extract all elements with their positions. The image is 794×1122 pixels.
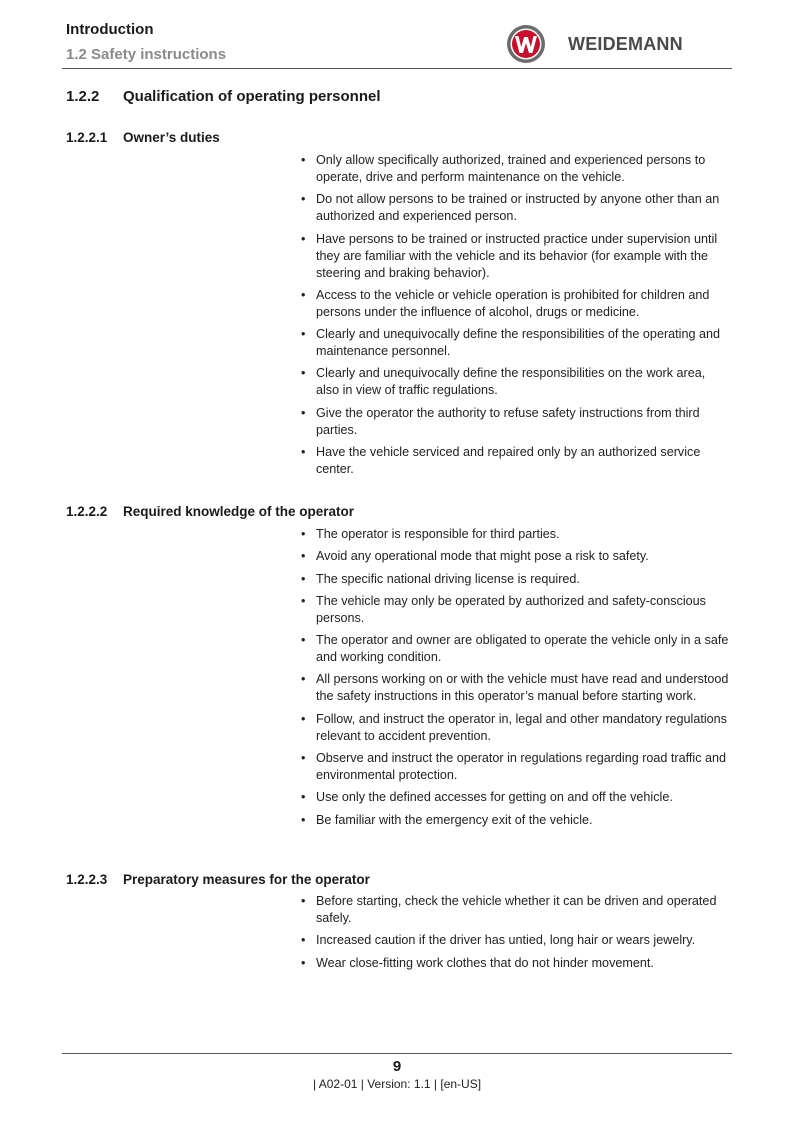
bullet-list — [301, 893, 731, 977]
bullet-list — [301, 526, 731, 834]
bullet-list — [301, 152, 731, 483]
page-number: 9 — [392, 1058, 402, 1075]
list-item: • Be familiar with the emergency exit of the vehicle. — [301, 812, 593, 827]
header-divider — [62, 68, 732, 69]
list-item: • Give the operator the authority to refuse safety instructions from third parties. — [301, 405, 700, 437]
subsection-number: 1.2.2.3 — [66, 872, 108, 887]
section-heading — [66, 88, 381, 105]
list-item: • Have persons to be trained or instructed practice under supervision until they are familiar with the vehicle and its behavior (for example with the steering and braking behavior). — [301, 231, 718, 280]
section-subtitle: 1.2 Safety instructions — [66, 46, 227, 63]
list-item: • Have the vehicle serviced and repaired only by an authorized service center. — [301, 445, 701, 477]
section-title: Qualification of operating personnel — [123, 88, 381, 105]
subsection-number: 1.2.2.1 — [66, 130, 108, 145]
list-item: • Do not allow persons to be trained or instructed by anyone other than an authorized and experienced person. — [301, 192, 720, 224]
subsection-heading — [66, 130, 220, 145]
brand-name: WEIDEMANN — [568, 33, 683, 54]
list-item: • Observe and instruct the operator in regulations regarding road traffic and environmental protection. — [301, 751, 727, 783]
document-reference: | A02-01 | Version: 1.1 | [en-US] — [312, 1077, 482, 1091]
list-item: • Wear close-fitting work clothes that do not hinder movement. — [301, 955, 654, 970]
list-item: • Avoid any operational mode that might pose a risk to safety. — [301, 549, 649, 564]
subsection-title: Owner’s duties — [123, 130, 220, 145]
footer-divider — [62, 1053, 732, 1054]
list-item: • The operator and owner are obligated to operate the vehicle only in a safe and working condition. — [301, 633, 729, 665]
subsection-heading — [66, 504, 354, 519]
subsection-title: Required knowledge of the operator — [123, 504, 355, 519]
list-item: • The vehicle may only be operated by authorized and safety-conscious persons. — [301, 593, 706, 625]
chapter-title: Introduction — [66, 21, 154, 38]
list-item: • Before starting, check the vehicle whether it can be driven and operated safely. — [301, 894, 717, 925]
list-item: • Access to the vehicle or vehicle operation is prohibited for children and persons under the influence of alcohol, drugs or medicine. — [301, 287, 710, 319]
list-item: • The operator is responsible for third parties. — [301, 527, 560, 541]
weidemann-w-logo-icon — [506, 24, 546, 64]
section-number: 1.2.2 — [66, 88, 100, 105]
list-item: • Clearly and unequivocally define the responsibilities of the operating and maintenance personnel. — [301, 327, 720, 359]
subsection-number: 1.2.2.2 — [66, 504, 108, 519]
brand-logo — [506, 24, 683, 64]
list-item: • All persons working on or with the vehicle must have read and understood the safety instructions in this operator’s manual before starting work. — [301, 672, 729, 704]
list-item: • Use only the defined accesses for getting on and off the vehicle. — [301, 790, 673, 805]
subsection-title: Preparatory measures for the operator — [123, 872, 370, 887]
list-item: • Clearly and unequivocally define the responsibilities on the work area, also in view of traffic regulations. — [301, 366, 706, 398]
list-item: • Increased caution if the driver has untied, long hair or wears jewelry. — [301, 933, 696, 948]
list-item: • Only allow specifically authorized, trained and experienced persons to operate, drive and perform maintenance on the vehicle. — [301, 153, 706, 184]
subsection-heading — [66, 872, 370, 887]
list-item: • Follow, and instruct the operator in, legal and other mandatory regulations relevant to accident prevention. — [301, 711, 727, 743]
list-item: • The specific national driving license is required. — [301, 571, 580, 586]
